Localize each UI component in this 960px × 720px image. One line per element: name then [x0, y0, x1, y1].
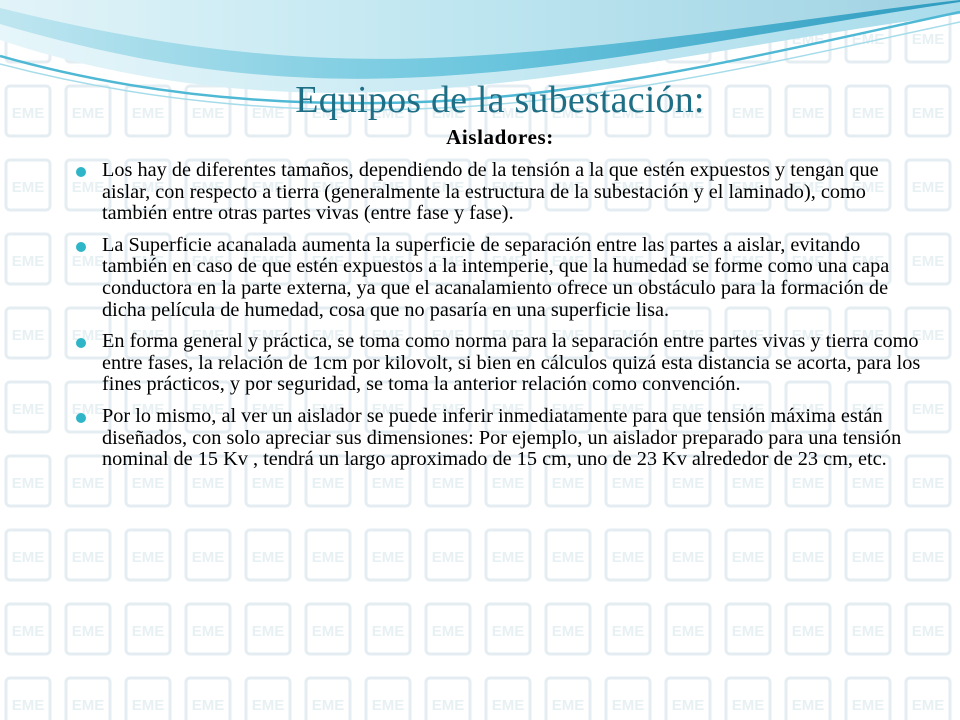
bullet-item	[76, 235, 926, 321]
bullet-text: En forma general y práctica, se toma como norma para la separación entre partes vivas y tierra como entre fases, la relación de 1cm por kilovolt, si bien en cálculos quizá esta distancia se acorta, para los fines prácticos, y por seguridad, se toma la anterior relación como convención.	[102, 330, 921, 396]
slide-title: Equipos de la subestación:	[295, 79, 705, 121]
bullet-text: Por lo mismo, al ver un aislador se puede inferir inmediatamente para que tensión máxima están diseñados, con solo apreciar sus dimensiones: Por ejemplo, un aislador preparado para una tensión nominal de 15 Kv , tendrá un largo aproximado de 15 cm, uno de 23 Kv alrededor de 23 cm, etc.	[102, 404, 902, 471]
bullet-dot-icon	[76, 413, 86, 423]
bullet-dot-icon	[76, 338, 86, 348]
slide-subtitle: Aisladores:	[446, 125, 554, 149]
bullet-dot-icon	[76, 242, 86, 252]
bullet-list	[76, 160, 926, 481]
bullet-text: La Superficie acanalada aumenta la superficie de separación entre las partes a aislar, evitando también en caso de que estén expuestos a la intemperie, que la humedad se forme como una capa conductora en la parte externa, ya que el acanalamiento ofrece un obstáculo para la formación de dicha película de humedad, cosa que no pasaría en una superficie lisa.	[102, 233, 890, 321]
bullet-item	[76, 406, 926, 471]
bullet-item	[76, 160, 926, 225]
bullet-dot-icon	[76, 167, 86, 177]
bullet-item	[76, 331, 926, 396]
bullet-text: Los hay de diferentes tamaños, dependiendo de la tensión a la que estén expuestos y tengan que aislar, con respecto a tierra (generalmente la estructura de la subestación y el laminado), como también entre otras partes vivas (entre fase y fase).	[102, 159, 879, 225]
